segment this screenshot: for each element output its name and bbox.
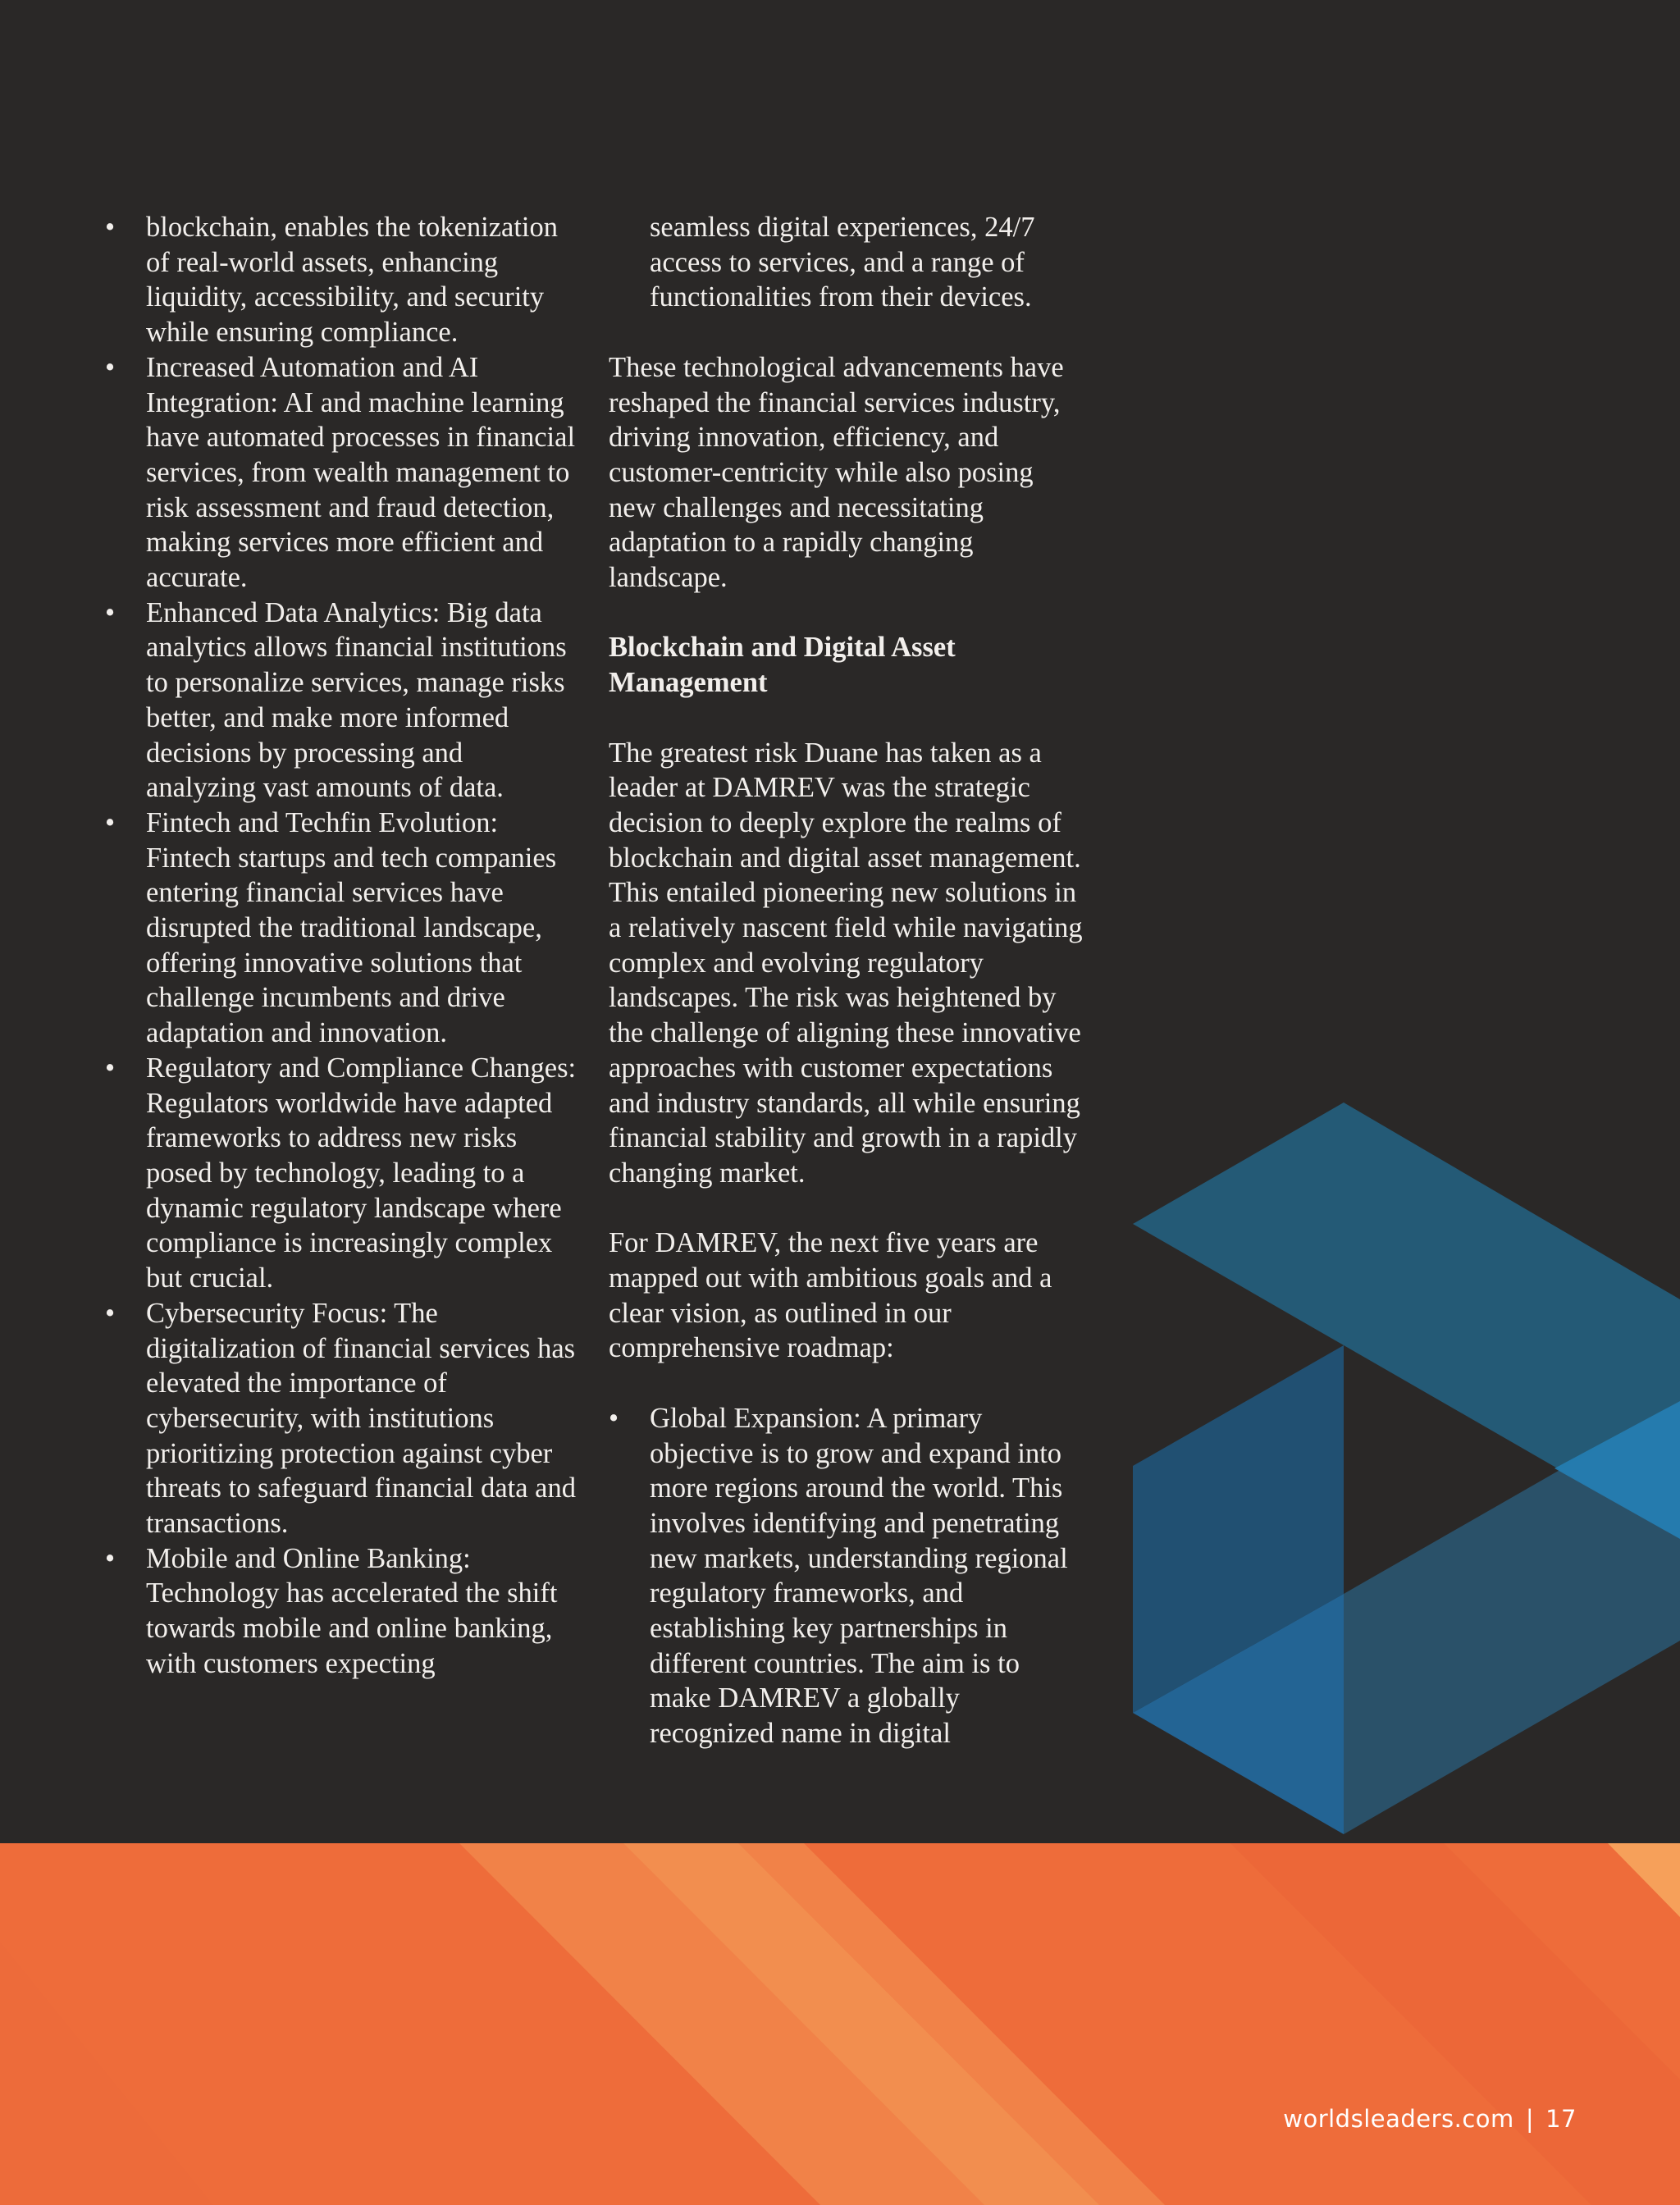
right-bullet-list <box>609 1401 1084 1751</box>
list-item: • Cybersecurity Focus: The digitalization of financial services has elevated the importance of cybersecurity, with institutions prioritizing protection against cyber threats to safeguard financial data and transactions. <box>105 1297 576 1540</box>
section-heading: Blockchain and Digital Asset Management <box>609 632 956 699</box>
paragraph-greatest-risk: The greatest risk Duane has taken as a leader at DAMREV was the strategic decision to deeply explore the realms of blockchain and digital asset management. This entailed pioneering new solutions in a relatively nascent field while navigating complex and evolving regulatory landscapes. The risk was heightened by the challenge of aligning these innovative approaches with customer expectations and industry standards, all while ensuring financial stability and growth in a rapidly changing market. <box>609 737 1083 1189</box>
list-item: • Increased Automation and AI Integration: AI and machine learning have automated processes in financial services, from wealth management to risk assessment and fraud detection, making services more efficient and accurate. <box>105 351 576 594</box>
bullet-icon: • <box>609 1402 619 1434</box>
website-url: worldsleaders.com <box>1283 2105 1514 2133</box>
page-number: 17 <box>1545 2105 1577 2133</box>
list-item: • Fintech and Techfin Evolution: Fintech startups and tech companies entering financial services have disrupted the traditional landscape, offering innovative solutions that challenge incumbents and drive adaptation and innovation. <box>105 806 557 1049</box>
bullet-icon: • <box>105 1542 116 1574</box>
list-item: • Enhanced Data Analytics: Big data analytics allows financial institutions to personalize services, manage risks better, and make more informed decisions by processing and analyzing vast amounts of data. <box>105 596 567 804</box>
page-footer <box>1283 2105 1577 2133</box>
bullet-icon: • <box>105 212 116 243</box>
bullet-icon: • <box>105 351 116 383</box>
list-item: • Regulatory and Compliance Changes: Regulators worldwide have adapted frameworks to address new risks posed by technology, leading to a dynamic regulatory landscape where compliance is increasingly complex but crucial. <box>105 1052 577 1294</box>
continued-bullet-text: seamless digital experiences, 24/7 access to services, and a range of functionalities from their devices. <box>650 212 1035 313</box>
paragraph-roadmap-intro: For DAMREV, the next five years are mapped out with ambitious goals and a clear vision, as outlined in our comprehensive roadmap: <box>609 1227 1052 1364</box>
paragraph-tech-advancements: These technological advancements have reshaped the financial services industry, driving innovation, efficiency, and customer-centricity while also posing new challenges and necessitating adaptation to a rapidly changing landscape. <box>609 351 1064 594</box>
bullet-icon: • <box>105 806 116 838</box>
list-item: • Mobile and Online Banking: Technology has accelerated the shift towards mobile and online banking, with customers expecting <box>105 1542 558 1679</box>
left-column <box>105 210 577 1682</box>
bullet-icon: • <box>105 1052 116 1084</box>
bullet-icon: • <box>105 1297 116 1329</box>
left-bullet-list <box>105 210 577 1682</box>
list-item: • blockchain, enables the tokenization of real-world assets, enhancing liquidity, accessibility, and security while ensuring compliance. <box>105 212 558 349</box>
right-column <box>609 210 1084 1751</box>
list-item: • Global Expansion: A primary objective is to grow and expand into more regions around the world. This involves identifying and penetrating new markets, understanding regional regulatory frameworks, and establishing key partnerships in different countries. The aim is to make DAMREV a globally recognized name in digital <box>609 1402 1068 1750</box>
bullet-icon: • <box>105 596 116 628</box>
footer-separator: | <box>1525 2105 1535 2133</box>
footer-band <box>0 1843 1680 2205</box>
